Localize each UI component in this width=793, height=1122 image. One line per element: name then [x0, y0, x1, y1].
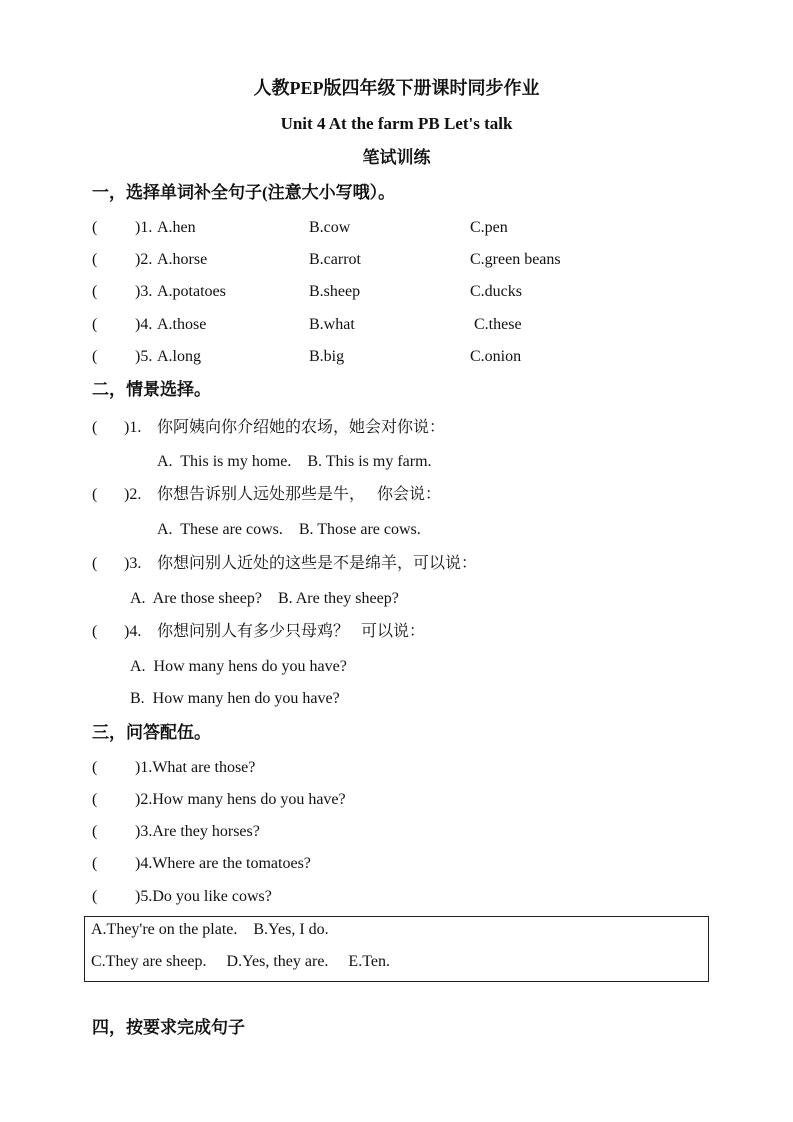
- question-number: )3.: [135, 283, 153, 300]
- option-b: B.carrot: [309, 251, 361, 268]
- option-c: C.these: [474, 316, 522, 333]
- option-c: C.ducks: [470, 283, 522, 300]
- option-b: B.big: [309, 348, 345, 365]
- option-c: C.pen: [470, 219, 508, 236]
- question-number: )2.: [135, 251, 153, 268]
- answer-bracket: (: [92, 348, 98, 365]
- answer-options: A. Are those sheep? B. Are they sheep?: [130, 590, 399, 607]
- answer-options: A. These are cows. B. Those are cows.: [157, 521, 421, 538]
- question-number: )3.: [124, 555, 142, 572]
- option-a: A.hen: [157, 219, 196, 236]
- answer-option-b: B. How many hen do you have?: [130, 690, 340, 707]
- answer-options-line: C.They are sheep. D.Yes, they are. E.Ten.: [91, 953, 390, 970]
- answer-bracket: (: [92, 855, 98, 872]
- answer-options: A. This is my home. B. This is my farm.: [157, 453, 432, 470]
- answer-bracket: (: [92, 791, 98, 808]
- section-label: 笔试训练: [362, 148, 431, 167]
- answer-bracket: (: [92, 623, 98, 640]
- answer-bracket: (: [92, 316, 98, 333]
- part3-heading: 三，问答配伍。: [92, 723, 211, 742]
- option-c: C.green beans: [470, 251, 561, 268]
- match-question: )2.How many hens do you have?: [135, 791, 346, 808]
- answer-bracket: (: [92, 219, 98, 236]
- question-number: )1.: [124, 419, 142, 436]
- answer-bracket: (: [92, 419, 98, 436]
- part4-heading: 四，按要求完成句子: [92, 1018, 245, 1037]
- part2-heading: 二，情景选择。: [92, 380, 211, 399]
- answer-bracket: (: [92, 486, 98, 503]
- answer-bracket: (: [92, 759, 98, 776]
- option-a: A.long: [157, 348, 201, 365]
- document-subtitle: Unit 4 At the farm PB Let's talk: [280, 114, 513, 133]
- option-a: A.horse: [157, 251, 208, 268]
- option-b: B.sheep: [309, 283, 361, 300]
- question-number: )4.: [124, 623, 142, 640]
- answer-bracket: (: [92, 251, 98, 268]
- document-title: 人教PEP版四年级下册课时同步作业: [253, 78, 540, 98]
- part1-heading: 一，选择单词补全句子(注意大小写哦）。: [92, 183, 396, 202]
- question-number: )4.: [135, 316, 153, 333]
- match-question: )3.Are they horses?: [135, 823, 260, 840]
- scenario-question: 你阿姨向你介绍她的农场，她会对你说：: [157, 419, 446, 436]
- question-number: )1.: [135, 219, 153, 236]
- option-a: A.those: [157, 316, 207, 333]
- scenario-question: 你想问别人近处的这些是不是绵羊，可以说：: [157, 555, 478, 572]
- scenario-question: 你想问别人有多少只母鸡？ 可以说：: [157, 623, 426, 640]
- match-question: )4.Where are the tomatoes?: [135, 855, 311, 872]
- option-a: A.potatoes: [157, 283, 226, 300]
- answer-bracket: (: [92, 823, 98, 840]
- answer-bracket: (: [92, 283, 98, 300]
- match-question: )1.What are those?: [135, 759, 256, 776]
- answer-option-a: A. How many hens do you have?: [130, 658, 347, 675]
- answer-bracket: (: [92, 555, 98, 572]
- match-question: )5.Do you like cows?: [135, 888, 272, 905]
- answer-bracket: (: [92, 888, 98, 905]
- answer-options-line: A.They're on the plate. B.Yes, I do.: [91, 921, 329, 938]
- scenario-question: 你想告诉别人远处那些是牛， 你会说：: [157, 486, 442, 503]
- option-b: B.cow: [309, 219, 351, 236]
- option-c: C.onion: [470, 348, 522, 365]
- option-b: B.what: [309, 316, 355, 333]
- question-number: )2.: [124, 486, 142, 503]
- question-number: )5.: [135, 348, 153, 365]
